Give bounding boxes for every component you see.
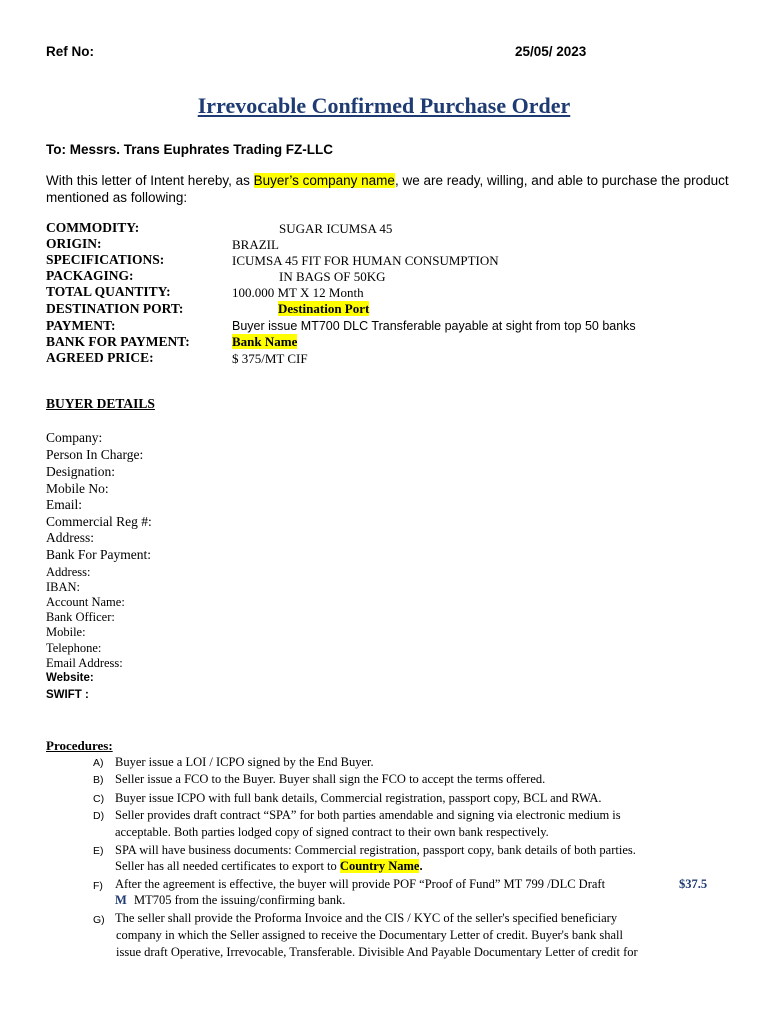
country-name-placeholder: Country Name — [339, 859, 420, 873]
procedure-b-text: Seller issue a FCO to the Buyer. Buyer shall sign the FCO to accept the terms offered. — [115, 772, 546, 786]
procedure-a-text: Buyer issue a LOI / ICPO signed by the End Buyer. — [115, 755, 374, 769]
procedure-letter-f: F) — [93, 880, 103, 892]
spec-label-agreed-price: AGREED PRICE: — [46, 350, 154, 365]
spec-label-bank-for-payment: BANK FOR PAYMENT: — [46, 334, 190, 349]
pof-amount: $37.5 — [679, 877, 708, 891]
spec-label-destination-port: DESTINATION PORT: — [46, 301, 184, 316]
bank-name-placeholder: Bank Name — [232, 334, 298, 349]
spec-value-total-quantity: 100.000 MT X 12 Month — [232, 285, 364, 300]
procedure-d-text-line2: acceptable. Both parties lodged copy of signed contract to their own bank respectively. — [115, 825, 549, 839]
buyer-field-person-in-charge: Person In Charge: — [46, 447, 144, 462]
spec-label-specifications: SPECIFICATIONS: — [46, 252, 165, 267]
procedure-e-text-line2 — [115, 859, 423, 874]
procedure-letter-b: B) — [93, 774, 104, 786]
spec-label-total-quantity: TOTAL QUANTITY: — [46, 284, 171, 299]
document-title — [0, 93, 768, 119]
procedure-g-text-line1: The seller shall provide the Proforma Invoice and the CIS / KYC of the seller's specified beneficiary — [115, 911, 618, 925]
buyer-field-bank-for-payment: Bank For Payment: — [46, 547, 151, 562]
buyer-field-swift: SWIFT : — [46, 689, 89, 701]
buyer-field-address: Address: — [46, 530, 94, 545]
procedure-f-text-line1: After the agreement is effective, the buyer will provide POF “Proof of Fund” MT 799 /DLC Draft — [115, 877, 606, 891]
intro-text-before: With this letter of Intent hereby, as — [46, 173, 254, 188]
procedure-letter-g: G) — [93, 914, 105, 926]
procedure-g-text-line3: issue draft Operative, Irrevocable, Transferable. Divisible And Payable Documentary Letter of credit for — [116, 945, 638, 959]
procedure-letter-d: D) — [93, 810, 105, 822]
spec-value-specifications: ICUMSA 45 FIT FOR HUMAN CONSUMPTION — [232, 253, 499, 268]
buyer-field-bank-officer: Bank Officer: — [46, 610, 115, 624]
destination-port-placeholder: Destination Port — [278, 301, 370, 316]
buyer-field-commercial-reg: Commercial Reg #: — [46, 514, 152, 529]
buyer-field-mobile-no: Mobile No: — [46, 481, 109, 496]
buyer-field-website: Website: — [46, 672, 94, 684]
buyer-field-bank-address: Address: — [46, 565, 91, 579]
intro-text-after: , we are ready, willing, and able to purchase the product mentioned as following: — [46, 173, 729, 205]
ref-no-label: Ref No: — [46, 44, 94, 59]
spec-label-origin: ORIGIN: — [46, 236, 102, 251]
spec-value-commodity: SUGAR ICUMSA 45 — [279, 221, 393, 236]
buyer-field-email: Email: — [46, 497, 82, 512]
spec-value-packaging: IN BAGS OF 50KG — [279, 269, 386, 284]
addressee-line: To: Messrs. Trans Euphrates Trading FZ-LLC — [46, 142, 334, 157]
buyer-details-heading: BUYER DETAILS — [46, 396, 155, 411]
buyer-field-telephone: Telephone: — [46, 641, 102, 655]
procedure-d-text-line1: Seller provides draft contract “SPA” for both parties amendable and signing via electronic medium is — [115, 808, 621, 822]
spec-value-bank-name — [232, 334, 297, 350]
spec-label-payment: PAYMENT: — [46, 318, 116, 333]
procedures-heading: Procedures: — [46, 738, 113, 753]
procedure-f-text-line2: MT705 from the issuing/confirming bank. — [134, 893, 346, 907]
pof-amount-unit: M — [115, 893, 127, 907]
intro-paragraph — [46, 172, 736, 206]
buyer-field-designation: Designation: — [46, 464, 115, 479]
document-title-text: Irrevocable Confirmed Purchase Order — [197, 93, 571, 118]
spec-label-commodity: COMMODITY: — [46, 220, 140, 235]
buyer-company-name-placeholder: Buyer’s company name — [253, 173, 395, 188]
spec-value-destination-port — [278, 301, 369, 317]
procedure-g-text-line2: company in which the Seller assigned to receive the Documentary Letter of credit. Buyer's bank shall — [116, 928, 623, 942]
procedure-e-text-line1: SPA will have business documents: Commercial registration, passport copy, bank details of both parties. — [115, 843, 636, 857]
procedure-c-text: Buyer issue ICPO with full bank details, Commercial registration, passport copy, BCL and RWA. — [115, 791, 602, 805]
procedure-letter-c: C) — [93, 793, 105, 805]
spec-label-packaging: PACKAGING: — [46, 268, 134, 283]
procedure-e-text-line2-end: . — [419, 859, 423, 873]
procedure-letter-e: E) — [93, 845, 104, 857]
buyer-field-company: Company: — [46, 430, 103, 445]
document-date: 25/05/ 2023 — [515, 44, 587, 59]
spec-value-agreed-price: $ 375/MT CIF — [232, 351, 308, 366]
spec-value-payment: Buyer issue MT700 DLC Transferable payable at sight from top 50 banks — [232, 319, 636, 333]
procedure-letter-a: A) — [93, 757, 104, 769]
buyer-field-bank-mobile: Mobile: — [46, 625, 86, 639]
buyer-field-account-name: Account Name: — [46, 595, 125, 609]
buyer-field-email-address: Email Address: — [46, 656, 123, 670]
procedure-e-text-line2-start: Seller has all needed certificates to export to — [115, 859, 340, 873]
spec-value-origin: BRAZIL — [232, 237, 279, 252]
buyer-field-iban: IBAN: — [46, 580, 81, 594]
